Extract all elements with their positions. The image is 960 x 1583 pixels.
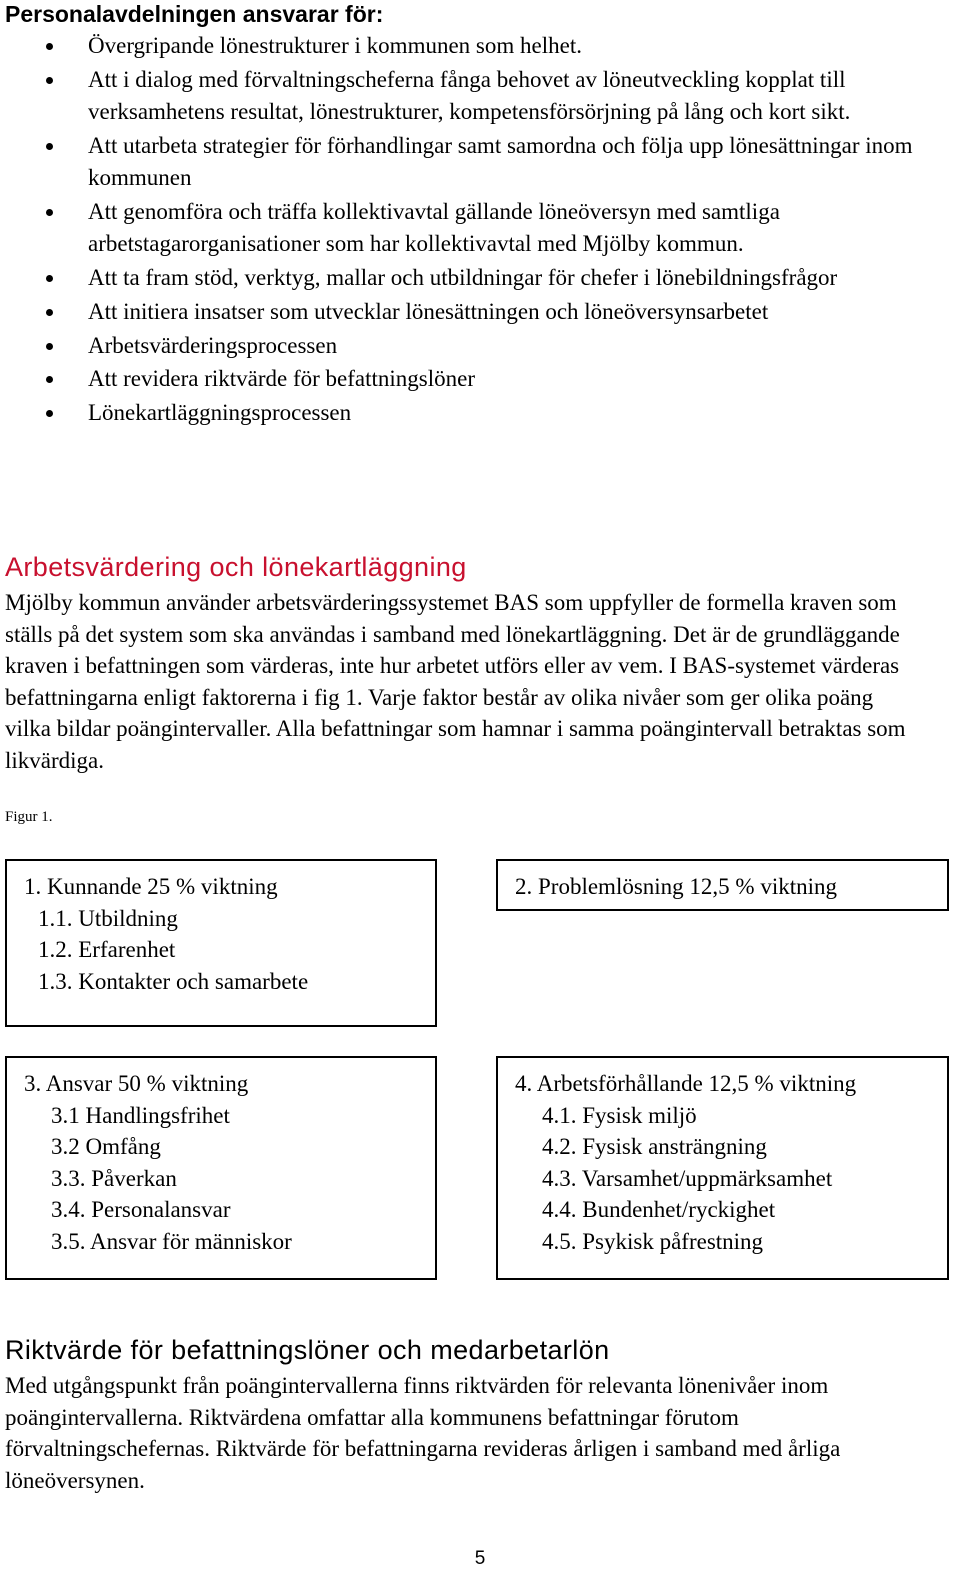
factor-subitem: 4.1. Fysisk miljö — [542, 1102, 697, 1128]
factor-subitem: 3.4. Personalansvar — [51, 1197, 231, 1223]
factor-subitem: 4.2. Fysisk ansträngning — [542, 1134, 767, 1160]
factor-subitem: 3.5. Ansvar för människor — [51, 1228, 292, 1254]
factor-subitem: 3.2 Omfång — [51, 1134, 161, 1160]
page-number: 5 — [474, 1548, 486, 1569]
list-item: Att utarbeta strategier för förhandlingar samt samordna och följa upp lönesättningar inom kommunen — [0, 130, 960, 195]
section-heading-guideline-salaries: Riktvärde för befattningslöner och medarbetarlön — [5, 1335, 610, 1365]
list-item: Att ta fram stöd, verktyg, mallar och utbildningar för chefer i lönebildningsfrågor — [0, 262, 960, 294]
section-heading-responsibilities: Personalavdelningen ansvarar för: — [5, 1, 384, 27]
bullet-icon — [46, 343, 53, 350]
list-item: Arbetsvärderingsprocessen — [0, 330, 960, 362]
factor-subitem: 4.3. Varsamhet/uppmärksamhet — [542, 1165, 833, 1191]
bullet-icon — [46, 77, 53, 84]
bullet-icon — [46, 275, 53, 282]
list-item: Att revidera riktvärde för befattningslöner — [0, 363, 960, 395]
figure-caption: Figur 1. — [5, 809, 53, 825]
factor-subitem: 1.2. Erfarenhet — [38, 937, 176, 963]
factor-title: 2. Problemlösning 12,5 % viktning — [515, 874, 837, 899]
list-item: Att i dialog med förvaltningscheferna fånga behovet av löneutveckling kopplat till verksamhetens resultat, lönestrukturer, kompetensförsörjning på lång och kort sikt. — [0, 64, 960, 129]
factor-box-knowledge — [5, 859, 437, 1027]
job-evaluation-paragraph: Mjölby kommun använder arbetsvärderingssystemet BAS som uppfyller de formella kraven som ställs på det system som ska användas i samband med lönekartläggning. Det är de grundläggande kraven i befattningen som värderas, inte hur arbetet utförs eller av vem. I BAS-systemet värderas befattningarna enligt faktorerna i fig 1. Varje faktor består av olika nivåer som ger olika poäng vilka bildar poängintervaller. Alla befattningar som hamnar i samma poängintervall betraktas som likvärdiga. — [5, 590, 906, 773]
factor-subitem: 1.3. Kontakter och samarbete — [38, 968, 309, 994]
factor-title: 4. Arbetsförhållande 12,5 % viktning — [515, 1071, 857, 1096]
list-item: Lönekartläggningsprocessen — [0, 397, 960, 429]
bullet-icon — [46, 309, 53, 316]
list-item: Att genomföra och träffa kollektivavtal gällande löneöversyn med samtliga arbetstagarorganisationer som har kollektivavtal med Mjölby kommun. — [0, 196, 960, 261]
bullet-icon — [46, 376, 53, 383]
list-item: Att initiera insatser som utvecklar lönesättningen och löneöversynsarbetet — [0, 296, 960, 328]
factor-title: 1. Kunnande 25 % viktning — [24, 874, 278, 899]
factor-subitem: 4.4. Bundenhet/ryckighet — [542, 1197, 776, 1223]
factor-box-responsibility — [5, 1056, 437, 1280]
bullet-icon — [46, 410, 53, 417]
factor-box-problem-solving — [496, 859, 949, 911]
factor-subitem: 3.3. Påverkan — [51, 1165, 177, 1191]
factor-subitem: 1.1. Utbildning — [38, 905, 178, 931]
bullet-icon — [46, 43, 53, 50]
responsibilities-list — [0, 30, 960, 431]
bullet-icon — [46, 143, 53, 150]
list-item: Övergripande lönestrukturer i kommunen som helhet. — [0, 30, 960, 62]
factor-subitem: 4.5. Psykisk påfrestning — [542, 1228, 764, 1254]
guideline-salaries-paragraph: Med utgångspunkt från poängintervallerna finns riktvärden för relevanta lönenivåer inom poängintervallerna. Riktvärdena omfattar alla kommunens befattningar förutom förvaltningschefernas. Riktvärde för befattningarna revideras årligen i samband med årliga löneöversynen. — [5, 1373, 841, 1493]
bullet-icon — [46, 209, 53, 216]
section-heading-job-evaluation: Arbetsvärdering och lönekartläggning — [5, 552, 467, 582]
factor-box-working-conditions — [496, 1056, 949, 1280]
factor-subitem: 3.1 Handlingsfrihet — [51, 1102, 230, 1128]
factor-title: 3. Ansvar 50 % viktning — [24, 1071, 249, 1096]
